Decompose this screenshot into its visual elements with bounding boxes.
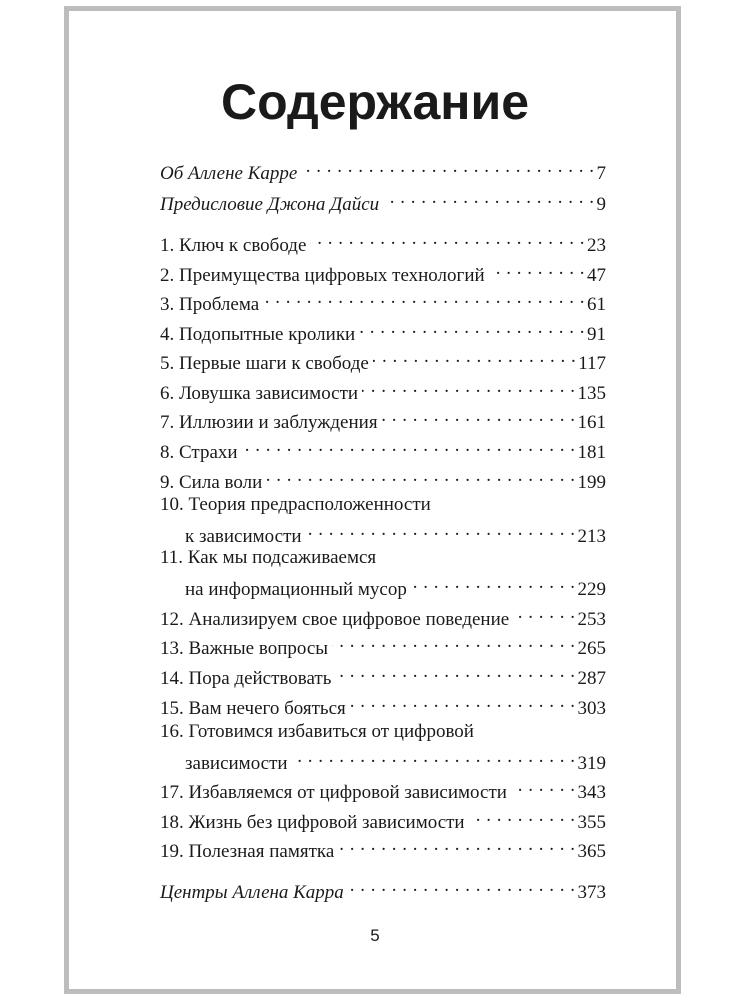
leader-dots bbox=[348, 874, 576, 898]
toc-entry-title: 17. Избавляемся от цифровой зависимости bbox=[160, 782, 507, 803]
leader-dots bbox=[469, 804, 576, 828]
toc-entry-title-continued: на информационный мусор bbox=[185, 579, 407, 600]
toc-entry-title: 6. Ловушка зависимости bbox=[160, 383, 359, 404]
leader-dots bbox=[310, 227, 585, 251]
toc-entry-title-continued: к зависимости bbox=[185, 526, 302, 547]
toc-entry-chapter-13[interactable] bbox=[160, 630, 606, 659]
toc-entry-page: 199 bbox=[577, 472, 606, 493]
toc-entry-page: 91 bbox=[587, 324, 606, 345]
toc-entry-page: 265 bbox=[577, 638, 606, 659]
leader-dots bbox=[511, 774, 576, 798]
toc-entry-chapter-3[interactable] bbox=[160, 286, 606, 315]
toc-entry-title: 15. Вам нечего бояться bbox=[160, 698, 346, 719]
toc-entry-chapter-7[interactable] bbox=[160, 404, 606, 433]
toc-entry-chapter-1[interactable] bbox=[160, 227, 606, 256]
toc-entry-chapter-18[interactable] bbox=[160, 804, 606, 833]
leader-dots bbox=[382, 404, 576, 428]
toc-entry-title: 18. Жизнь без цифровой зависимости bbox=[160, 812, 465, 833]
leader-dots bbox=[332, 630, 575, 654]
toc-entry-page: 253 bbox=[577, 609, 606, 630]
toc-entry-title: 14. Пора действовать bbox=[160, 668, 332, 689]
leader-dots bbox=[373, 345, 576, 369]
toc-entry-page: 213 bbox=[577, 526, 606, 547]
toc-entry-page: 365 bbox=[577, 841, 606, 862]
toc-entry-foreword[interactable] bbox=[160, 186, 606, 215]
leader-dots bbox=[263, 286, 585, 310]
toc-entry-title: 2. Преимущества цифровых технологий bbox=[160, 265, 485, 286]
leader-dots bbox=[362, 375, 575, 399]
toc-entry-chapter-10-line1[interactable]: 10. Теория предрасположенности bbox=[160, 494, 431, 515]
toc-entry-chapter-2[interactable] bbox=[160, 257, 606, 286]
leader-dots bbox=[359, 316, 585, 340]
toc-entry-page: 229 bbox=[577, 579, 606, 600]
toc-entry-title: 1. Ключ к свободе bbox=[160, 235, 307, 256]
toc-entry-page: 373 bbox=[577, 882, 606, 903]
leader-dots bbox=[266, 464, 575, 488]
leader-dots bbox=[301, 155, 594, 179]
toc-entry-title: 5. Первые шаги к свободе bbox=[160, 353, 369, 374]
toc-entry-chapter-14[interactable] bbox=[160, 660, 606, 689]
toc-entry-chapter-16-line1[interactable]: 16. Готовимся избавиться от цифровой bbox=[160, 721, 474, 742]
toc-entry-title-continued: зависимости bbox=[185, 753, 288, 774]
toc-entry-page: 135 bbox=[577, 383, 606, 404]
leader-dots bbox=[335, 660, 575, 684]
leader-dots bbox=[242, 434, 576, 458]
leader-dots bbox=[350, 690, 576, 714]
toc-entry-chapter-9[interactable] bbox=[160, 464, 606, 493]
toc-entry-page: 9 bbox=[596, 194, 606, 215]
toc-entry-page: 161 bbox=[577, 412, 606, 433]
toc-entry-chapter-16[interactable] bbox=[185, 745, 606, 774]
toc-entry-page: 23 bbox=[587, 235, 606, 256]
leader-dots bbox=[411, 571, 576, 595]
toc-entry-title: Центры Аллена Карра bbox=[160, 882, 344, 903]
leader-dots bbox=[338, 833, 575, 857]
toc-entry-chapter-15[interactable] bbox=[160, 690, 606, 719]
toc-entry-centers[interactable] bbox=[160, 874, 606, 903]
toc-entry-page: 47 bbox=[587, 265, 606, 286]
toc-entry-page: 7 bbox=[596, 163, 606, 184]
toc-entry-page: 181 bbox=[577, 442, 606, 463]
toc-entry-chapter-19[interactable] bbox=[160, 833, 606, 862]
toc-entry-title: 4. Подопытные кролики bbox=[160, 324, 356, 345]
toc-entry-chapter-8[interactable] bbox=[160, 434, 606, 463]
toc-entry-chapter-5[interactable] bbox=[160, 345, 606, 374]
page-title: Содержание bbox=[220, 74, 530, 130]
leader-dots bbox=[383, 186, 594, 210]
toc-entry-page: 303 bbox=[577, 698, 606, 719]
toc-entry-title: 9. Сила воли bbox=[160, 472, 263, 493]
toc-entry-title: Об Аллене Карре bbox=[160, 163, 298, 184]
toc-entry-title: 13. Важные вопросы bbox=[160, 638, 329, 659]
toc-entry-chapter-12[interactable] bbox=[160, 601, 606, 630]
toc-entry-title: 19. Полезная памятка bbox=[160, 841, 335, 862]
leader-dots bbox=[489, 257, 585, 281]
leader-dots bbox=[513, 601, 575, 625]
toc-entry-chapter-11-line1[interactable]: 11. Как мы подсаживаемся bbox=[160, 547, 377, 568]
toc-entry-page: 117 bbox=[578, 353, 606, 374]
toc-entry-page: 61 bbox=[587, 294, 606, 315]
toc-entry-page: 319 bbox=[577, 753, 606, 774]
toc-entry-title: 12. Анализируем свое цифровое поведение bbox=[160, 609, 510, 630]
leader-dots bbox=[292, 745, 576, 769]
toc-entry-chapter-4[interactable] bbox=[160, 316, 606, 345]
toc-entry-page: 287 bbox=[577, 668, 606, 689]
toc-entry-title: 7. Иллюзии и заблуждения bbox=[160, 412, 378, 433]
toc-entry-chapter-17[interactable] bbox=[160, 774, 606, 803]
leader-dots bbox=[306, 518, 576, 542]
toc-entry-chapter-11[interactable] bbox=[185, 571, 606, 600]
toc-entry-title: 3. Проблема bbox=[160, 294, 260, 315]
toc-entry-page: 355 bbox=[577, 812, 606, 833]
toc-entry-title: Предисловие Джона Дайси bbox=[160, 194, 380, 215]
toc-entry-about-author[interactable] bbox=[160, 155, 606, 184]
toc-entry-chapter-10[interactable] bbox=[185, 518, 606, 547]
toc-entry-chapter-6[interactable] bbox=[160, 375, 606, 404]
toc-entry-page: 343 bbox=[577, 782, 606, 803]
toc-entry-title: 8. Страхи bbox=[160, 442, 238, 463]
page-number: 5 bbox=[370, 926, 380, 945]
